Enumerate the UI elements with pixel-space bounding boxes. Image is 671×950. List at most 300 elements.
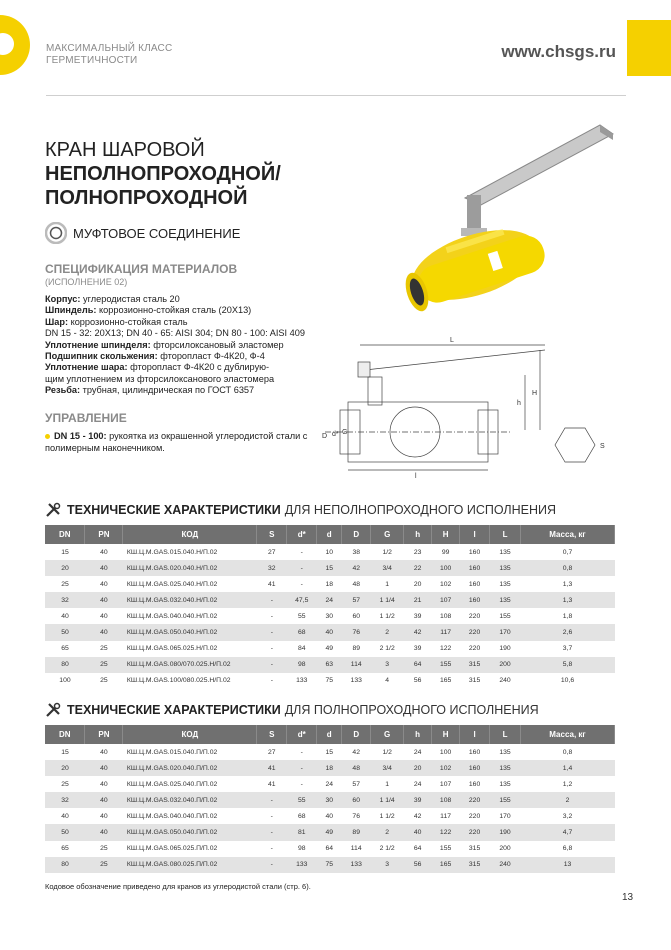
spec-list	[45, 294, 345, 397]
column-header: PN	[85, 525, 123, 544]
spec-item	[45, 305, 345, 316]
table-cell: 240	[490, 857, 521, 873]
table-cell: 64	[325, 845, 334, 853]
label-l: l	[415, 473, 417, 480]
table-cell: 1 1/4	[371, 592, 404, 608]
table-cell: 10	[325, 548, 334, 556]
column-header: PN	[85, 725, 123, 744]
brand-logo-mark	[0, 15, 30, 75]
wrench-icon	[45, 502, 61, 518]
table-cell: КШ.Ц.М.GAS.032.040.П/П.02	[123, 792, 257, 808]
footnote: Кодовое обозначение приведено для кранов из углеродистой стали (стр. 6).	[45, 882, 311, 891]
table-cell: -	[270, 845, 273, 853]
header-tagline	[46, 43, 172, 67]
spec-item-label: Шар:	[45, 316, 69, 327]
table-cell: 40	[325, 812, 334, 820]
spec-item	[45, 374, 345, 385]
table-row	[45, 624, 615, 640]
table-cell: 190	[490, 824, 521, 840]
column-header: d	[317, 525, 342, 544]
table-cell: 2	[371, 824, 404, 840]
table-cell: КШ.Ц.М.GAS.020.040.Н/П.02	[123, 560, 257, 576]
column-header: D	[342, 725, 371, 744]
spec-item-value: трубная, цилиндрическая по ГОСТ 6357	[80, 385, 255, 396]
table-cell: 1,2	[562, 780, 573, 788]
coupling-icon	[45, 222, 67, 244]
table-cell: 41	[268, 780, 276, 788]
table-cell: 220	[460, 824, 490, 840]
table-cell: 155	[439, 845, 452, 853]
column-header: G	[371, 725, 404, 744]
table-cell: 42	[413, 812, 422, 820]
table-cell: 108	[439, 612, 452, 620]
table-cell: КШ.Ц.М.GAS.015.040.П/П.02	[126, 748, 218, 756]
table-cell: 160	[468, 780, 481, 788]
table-cell: 2 1/2	[379, 845, 395, 853]
spec-item-value: коррозионно-стойкая сталь (20Х13)	[96, 305, 252, 316]
table-cell: 24	[325, 780, 334, 788]
table-row	[45, 673, 615, 689]
table-cell: 63	[317, 657, 342, 673]
brand-yellow-bar	[627, 20, 671, 76]
table-cell: 68	[287, 624, 317, 640]
table-cell: -	[300, 780, 303, 788]
table-cell: 25	[100, 677, 108, 685]
control-title: УПРАВЛЕНИЕ	[45, 411, 127, 425]
table-cell: 75	[325, 677, 334, 685]
table-cell: 2 1/2	[379, 645, 395, 653]
table-cell: 220	[468, 645, 481, 653]
table-cell: 220	[468, 812, 481, 820]
table-cell: 3/4	[371, 760, 404, 776]
column-header: Масса, кг	[521, 525, 615, 544]
spec-item	[45, 385, 345, 396]
site-url[interactable]: www.chsgs.ru	[501, 42, 616, 61]
table-cell: 40	[61, 812, 69, 820]
column-header: h	[404, 725, 432, 744]
table-cell: 80	[45, 857, 85, 873]
table-cell: 49	[325, 645, 334, 653]
table-cell: 40	[100, 548, 108, 556]
table-cell: -	[257, 792, 287, 808]
valve-photo	[395, 120, 625, 320]
table-header-row	[45, 525, 615, 544]
table1-title-bold: ТЕХНИЧЕСКИЕ ХАРАКТЕРИСТИКИ	[67, 503, 281, 517]
table-cell: 1 1/2	[379, 812, 395, 820]
table-cell: 84	[298, 645, 306, 653]
table-cell: -	[287, 560, 317, 576]
table-cell: 60	[352, 612, 360, 620]
table-cell: КШ.Ц.М.GAS.025.040.П/П.02	[126, 780, 218, 788]
table-cell: -	[257, 624, 287, 640]
table-cell: 40	[85, 760, 123, 776]
table-cell: -	[300, 748, 303, 756]
table-cell: 56	[404, 857, 432, 873]
table-cell: 25	[61, 780, 69, 788]
table-cell: 56	[413, 677, 422, 685]
column-header: H	[432, 725, 460, 744]
table-cell: 102	[432, 760, 460, 776]
connection-label: МУФТОВОЕ СОЕДИНЕНИЕ	[73, 225, 241, 241]
spec-item-label: Уплотнение шара:	[45, 362, 128, 373]
table-cell: 75	[317, 857, 342, 873]
table-cell: 135	[490, 592, 521, 608]
table-cell: -	[270, 677, 273, 685]
table-cell: 64	[404, 657, 432, 673]
table-cell: 315	[468, 677, 481, 685]
column-header: S	[257, 725, 287, 744]
table-cell: 220	[460, 792, 490, 808]
spec-item-value: коррозионно-стойкая сталь	[68, 316, 188, 327]
table-cell: 135	[499, 748, 511, 756]
table-cell: 155	[499, 612, 511, 620]
label-d: d*	[332, 431, 339, 438]
table-cell: 25	[61, 580, 69, 588]
table-cell: 40	[100, 580, 108, 588]
spec-title: СПЕЦИФИКАЦИЯ МАТЕРИАЛОВ	[45, 262, 238, 276]
table-cell: 122	[439, 645, 452, 653]
table-cell: 160	[468, 748, 481, 756]
table-cell: КШ.Ц.М.GAS.040.040.Н/П.02	[126, 612, 218, 620]
spec-item	[45, 294, 345, 305]
spec-item-value: щим уплотнением из фторсилоксанового эластомера	[45, 373, 275, 384]
control-text	[45, 431, 315, 454]
table-cell: 15	[61, 748, 69, 756]
table-cell: 40	[85, 560, 123, 576]
table-cell: 25	[100, 645, 108, 653]
table-cell: 40	[85, 792, 123, 808]
table-cell: 47,5	[287, 592, 317, 608]
table2-title-bold: ТЕХНИЧЕСКИЕ ХАРАКТЕРИСТИКИ	[67, 703, 281, 717]
table-cell: 135	[499, 548, 511, 556]
table-cell: 99	[441, 548, 450, 556]
spec-item-value: углеродистая сталь 20	[80, 294, 180, 304]
table-cell: 100	[439, 748, 452, 756]
table-cell: 32	[257, 560, 287, 576]
table-cell: 135	[490, 760, 521, 776]
table-cell: 10,6	[560, 677, 575, 685]
spec-item-value: фторсилоксановый эластомер	[150, 339, 284, 350]
table-partial-bore	[45, 525, 615, 689]
control-desc: рукоятка из окрашенной углеродистой стали с полимерным наконечником.	[45, 431, 308, 453]
table-full-bore	[45, 725, 615, 873]
table2-title-light: ДЛЯ ПОЛНОПРОХОДНОГО ИСПОЛНЕНИЯ	[284, 703, 539, 717]
table-cell: 22	[404, 560, 432, 576]
table-cell: 25	[100, 845, 108, 853]
table-cell: 40	[100, 812, 108, 820]
label-H: H	[532, 390, 538, 397]
control-range: DN 15 - 100:	[54, 431, 107, 441]
table-cell: 41	[257, 760, 287, 776]
table-cell: 117	[440, 812, 452, 820]
table-cell: -	[270, 645, 273, 653]
table-cell: 20	[45, 560, 85, 576]
table-cell: 155	[490, 792, 521, 808]
table-row	[45, 744, 615, 760]
table-cell: 220	[460, 624, 490, 640]
table-cell: 0,7	[562, 548, 573, 556]
table-cell: 108	[432, 792, 460, 808]
table-cell: 15	[317, 560, 342, 576]
table-cell: КШ.Ц.М.GAS.080/070.025.Н/П.02	[123, 657, 257, 673]
table-cell: 41	[268, 580, 276, 588]
table-cell: 18	[317, 760, 342, 776]
column-header: d*	[287, 525, 317, 544]
table-cell: 20	[413, 580, 422, 588]
table-cell: 24	[413, 748, 422, 756]
table-cell: КШ.Ц.М.GAS.015.040.Н/П.02	[126, 548, 218, 556]
table-cell: 39	[413, 645, 422, 653]
table-cell: 40	[85, 592, 123, 608]
table-cell: 4	[385, 677, 390, 685]
table-cell: 0,8	[521, 560, 615, 576]
table-row	[45, 641, 615, 657]
spec-item-value: фторопласт Ф-4К20, Ф-4	[157, 351, 265, 362]
table-cell: 40	[85, 824, 123, 840]
label-S: S	[600, 443, 605, 450]
table-cell: 135	[490, 560, 521, 576]
title-line1: КРАН ШАРОВОЙ	[45, 139, 205, 161]
table-cell: 42	[352, 748, 360, 756]
column-header: DN	[45, 725, 85, 744]
table-cell: 1/2	[382, 548, 392, 556]
table-cell: 5,8	[521, 657, 615, 673]
table-cell: 133	[350, 677, 362, 685]
table-row	[45, 824, 615, 840]
table-cell: КШ.Ц.М.GAS.065.025.Н/П.02	[126, 645, 218, 653]
column-header: H	[432, 525, 460, 544]
table-cell: 160	[460, 592, 490, 608]
table-cell: 15	[325, 748, 334, 756]
table-cell: 135	[499, 780, 511, 788]
table-cell: 107	[439, 780, 452, 788]
table-cell: 32	[45, 792, 85, 808]
table-cell: 24	[317, 592, 342, 608]
table-cell: 25	[85, 857, 123, 873]
page-title	[45, 138, 281, 210]
table-cell: 133	[287, 857, 317, 873]
table-cell: 48	[342, 760, 371, 776]
table-cell: 55	[287, 792, 317, 808]
table-cell: 315	[460, 657, 490, 673]
table-cell: 89	[352, 645, 360, 653]
column-header: DN	[45, 525, 85, 544]
table-cell: -	[300, 580, 303, 588]
table-cell: 50	[45, 624, 85, 640]
tagline-line2: ГЕРМЕТИЧНОСТИ	[46, 55, 138, 66]
column-header: l	[460, 525, 490, 544]
spec-item	[45, 351, 345, 362]
table-cell: -	[257, 657, 287, 673]
table-cell: 3,2	[562, 812, 573, 820]
table-cell: 57	[342, 592, 371, 608]
table-cell: 76	[352, 812, 360, 820]
column-header: КОД	[123, 725, 257, 744]
table-cell: 40	[85, 624, 123, 640]
table-row	[45, 776, 615, 792]
table-cell: -	[300, 548, 303, 556]
column-header: D	[342, 525, 371, 544]
table-cell: 160	[460, 560, 490, 576]
table-cell: 240	[499, 677, 511, 685]
table-cell: 76	[342, 624, 371, 640]
table-cell: 1	[385, 580, 390, 588]
table-cell: 98	[297, 845, 306, 853]
title-line3: ПОЛНОПРОХОДНОЙ	[45, 187, 248, 209]
spec-item-value: DN 15 - 32: 20X13; DN 40 - 65: AISI 304; DN 80 - 100: AISI 409	[45, 328, 305, 339]
table-cell: 2	[521, 792, 615, 808]
table-cell: 122	[432, 824, 460, 840]
table-cell: 160	[468, 580, 481, 588]
table-cell: 1,4	[521, 760, 615, 776]
table-cell: 165	[439, 677, 452, 685]
table-row	[45, 608, 615, 624]
bullet-icon	[45, 434, 50, 439]
column-header: d*	[287, 725, 317, 744]
table-cell: 1,8	[562, 612, 573, 620]
table-cell: 27	[268, 548, 276, 556]
table-cell: 50	[45, 824, 85, 840]
table-cell: 24	[413, 780, 422, 788]
table-row	[45, 792, 615, 808]
table-cell: 23	[413, 548, 422, 556]
table-row	[45, 657, 615, 673]
table-cell: 117	[432, 624, 460, 640]
table-cell: 220	[468, 612, 481, 620]
table-cell: -	[270, 812, 273, 820]
table-cell: 6,8	[562, 845, 573, 853]
table-row	[45, 760, 615, 776]
connection-type	[45, 222, 240, 244]
table-cell: 40	[100, 748, 108, 756]
table-cell: 49	[317, 824, 342, 840]
table-cell: 81	[287, 824, 317, 840]
table-cell: 39	[404, 792, 432, 808]
table-cell: 170	[499, 812, 511, 820]
column-header: h	[404, 525, 432, 544]
table-cell: 20	[404, 760, 432, 776]
table-cell: 89	[342, 824, 371, 840]
table-cell: 190	[499, 645, 511, 653]
table-cell: 0,8	[562, 748, 573, 756]
table-cell: 1,3	[521, 592, 615, 608]
spec-item	[45, 328, 345, 339]
table-cell: 38	[352, 548, 360, 556]
label-h: h	[517, 400, 521, 407]
table-cell: 21	[404, 592, 432, 608]
table-cell: КШ.Ц.М.GAS.065.025.П/П.02	[126, 845, 218, 853]
table-cell: 315	[460, 857, 490, 873]
table-cell: 25	[85, 657, 123, 673]
table-cell: 20	[45, 760, 85, 776]
spec-item-label: Шпиндель:	[45, 305, 97, 316]
table-cell: 100	[59, 677, 71, 685]
column-header: S	[257, 525, 287, 544]
table-cell: 3,7	[562, 645, 573, 653]
column-header: l	[460, 725, 490, 744]
table-cell: 160	[460, 760, 490, 776]
column-header: G	[371, 525, 404, 544]
spec-item-label: Уплотнение шпинделя:	[45, 339, 151, 350]
table-cell: 1,3	[562, 580, 573, 588]
table-cell: 200	[499, 845, 511, 853]
spec-item	[45, 362, 345, 373]
table-cell: КШ.Ц.М.GAS.020.040.П/П.02	[123, 760, 257, 776]
table-cell: 315	[468, 845, 481, 853]
table-cell: 133	[296, 677, 308, 685]
table-cell: 155	[432, 657, 460, 673]
table-cell: 80	[45, 657, 85, 673]
label-G: G	[342, 429, 348, 436]
table-cell: 40	[100, 612, 108, 620]
wrench-icon	[45, 702, 61, 718]
table-cell: 160	[468, 548, 481, 556]
table-row	[45, 576, 615, 592]
table-cell: 2	[371, 624, 404, 640]
label-L: L	[450, 337, 454, 344]
table-cell: 30	[317, 792, 342, 808]
column-header: КОД	[123, 525, 257, 544]
table-cell: 40	[61, 612, 69, 620]
spec-item-label: Корпус:	[45, 294, 81, 304]
table-row	[45, 592, 615, 608]
table-row	[45, 841, 615, 857]
table-cell: 98	[287, 657, 317, 673]
table-cell: 114	[350, 845, 362, 853]
table-cell: КШ.Ц.М.GAS.100/080.025.Н/П.02	[126, 677, 231, 685]
spec-item-label: Резьба:	[45, 385, 81, 396]
table-cell: 40	[404, 824, 432, 840]
table-cell: -	[257, 857, 287, 873]
table-cell: 18	[325, 580, 334, 588]
table-cell: 2,6	[521, 624, 615, 640]
table-header-row	[45, 725, 615, 744]
table-row	[45, 857, 615, 873]
table-cell: 135	[499, 580, 511, 588]
table-cell: 68	[297, 812, 306, 820]
table-cell: КШ.Ц.М.GAS.040.040.П/П.02	[126, 812, 218, 820]
table-cell: 55	[298, 612, 306, 620]
table-cell: 200	[490, 657, 521, 673]
table-cell: 40	[100, 780, 108, 788]
table-cell: 40	[317, 624, 342, 640]
table-cell: 133	[342, 857, 371, 873]
table-cell: 42	[342, 560, 371, 576]
table-cell: 27	[268, 748, 276, 756]
spec-item	[45, 340, 345, 351]
table-cell: КШ.Ц.М.GAS.025.040.Н/П.02	[126, 580, 218, 588]
table1-title	[45, 502, 556, 518]
column-header: L	[490, 525, 521, 544]
table-cell: КШ.Ц.М.GAS.080.025.П/П.02	[123, 857, 257, 873]
spec-item	[45, 317, 345, 328]
table-cell: 114	[342, 657, 371, 673]
table-cell: 15	[61, 548, 69, 556]
table-cell: 32	[45, 592, 85, 608]
table-row	[45, 544, 615, 560]
table-cell: 100	[432, 560, 460, 576]
table-cell: КШ.Ц.М.GAS.032.040.Н/П.02	[123, 592, 257, 608]
table-cell: 64	[413, 845, 422, 853]
spec-item-label: Подшипник скольжения:	[45, 351, 158, 362]
table-cell: 65	[61, 845, 69, 853]
table-cell: 4,7	[521, 824, 615, 840]
table-cell: 102	[439, 580, 452, 588]
table-cell: -	[257, 824, 287, 840]
spec-item-value: фторопласт Ф-4К20 с дублирую-	[127, 362, 270, 373]
tagline-line1: МАКСИМАЛЬНЫЙ КЛАСС	[46, 43, 173, 54]
table-cell: -	[257, 592, 287, 608]
